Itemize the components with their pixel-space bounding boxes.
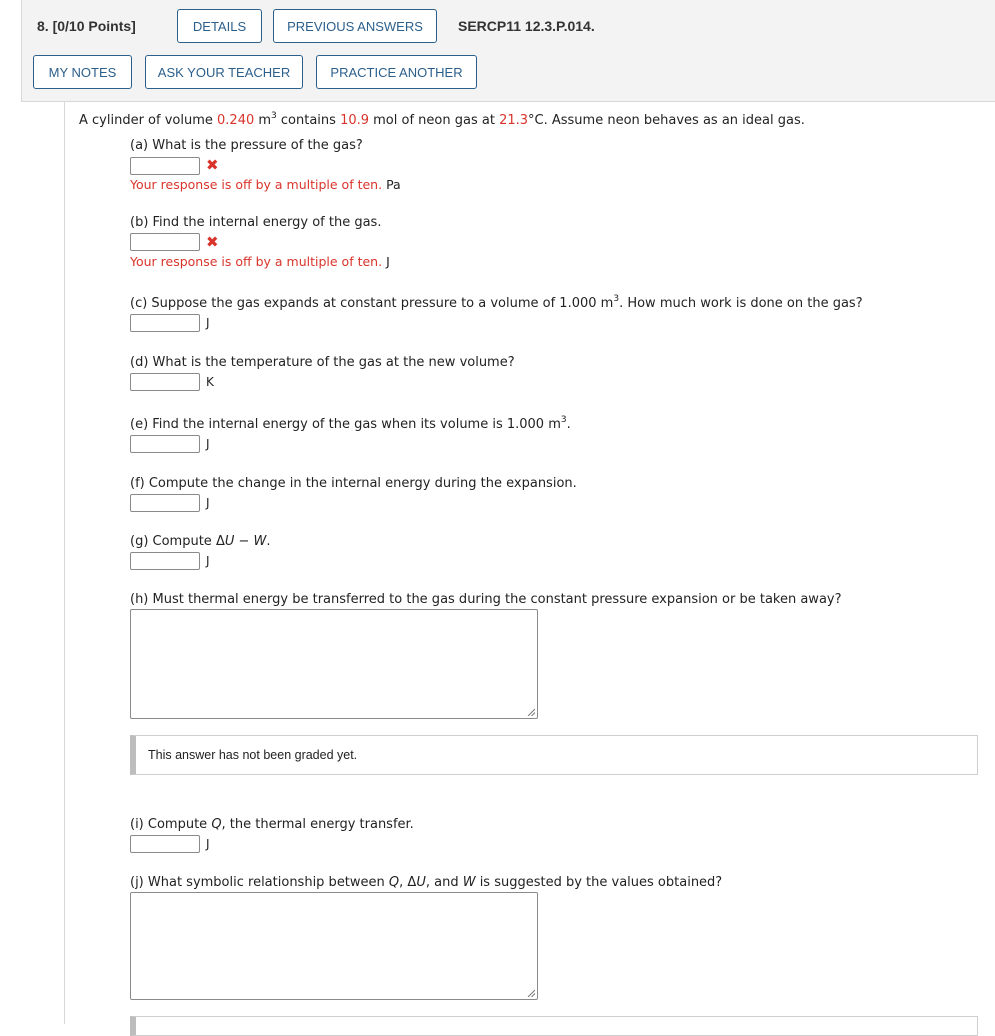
variable-u: U [416,875,426,890]
part-j-answer-textarea[interactable] [130,892,538,1000]
question-text: . How much work is done on the gas? [619,296,863,311]
x-mark-icon: ✖ [206,233,219,251]
question-text: (c) Suppose the gas expands at constant pressure to a volume of 1.000 m [130,296,614,311]
question-heading [37,18,136,34]
variable-q: Q [211,817,222,832]
variable-w: W [462,875,476,890]
part-c-unit: J [206,316,210,330]
part-a-unit: Pa [386,177,401,192]
feedback-text: Your response is off by a multiple of ten. [130,177,383,192]
part-g-unit: J [206,554,210,568]
question-points: [0/10 Points] [52,18,136,34]
part-d-unit: K [206,375,214,389]
intro-text: contains [276,113,341,128]
part-d-question: (d) What is the temperature of the gas at the new volume? [130,355,515,370]
grading-note-partial [130,1016,978,1036]
moles-value: 10.9 [340,113,370,128]
intro-text: m [254,113,272,128]
question-text: − [234,534,254,549]
temperature-value: 21.3 [499,113,529,128]
question-text: , and [425,875,463,890]
previous-answers-button[interactable]: PREVIOUS ANSWERS [273,9,437,43]
intro-text: mol of neon gas at [369,113,500,128]
part-b-feedback [130,254,390,269]
question-text: (e) Find the internal energy of the gas when its volume is 1.000 m [130,417,561,432]
ask-your-teacher-button[interactable]: ASK YOUR TEACHER [145,55,303,89]
volume-value: 0.240 [217,113,255,128]
exponent: 3 [560,415,567,425]
part-j-question [130,875,722,890]
practice-another-button[interactable]: PRACTICE ANOTHER [316,55,477,89]
question-text: , the thermal energy transfer. [221,817,414,832]
part-h-answer-textarea[interactable] [130,609,538,719]
grading-note: This answer has not been graded yet. [130,735,978,775]
part-c-question [130,296,863,311]
exponent: 3 [613,294,620,304]
part-i-unit: J [206,837,210,851]
exponent: 3 [271,111,277,121]
part-g-question [130,534,271,549]
problem-statement [79,113,805,128]
part-b-question: (b) Find the internal energy of the gas. [130,215,382,230]
question-text: (i) Compute [130,817,212,832]
part-h-question: (h) Must thermal energy be transferred to the gas during the constant pressure expansion or be taken away? [130,592,842,607]
question-text: . [266,534,271,549]
resize-grip-icon[interactable] [527,989,535,997]
intro-text: A cylinder of volume [79,113,218,128]
question-text: is suggested by the values obtained? [475,875,723,890]
part-a-answer-input[interactable] [130,157,200,175]
part-c-answer-input[interactable] [130,314,200,332]
part-b-answer-input[interactable] [130,233,200,251]
feedback-text: Your response is off by a multiple of ten. [130,254,383,269]
question-text: , Δ [399,875,417,890]
part-a-feedback [130,177,401,192]
question-number: 8. [37,18,49,34]
part-e-unit: J [206,437,210,451]
part-i-answer-input[interactable] [130,835,200,853]
part-f-answer-input[interactable] [130,494,200,512]
my-notes-button[interactable]: MY NOTES [33,55,132,89]
part-f-question: (f) Compute the change in the internal energy during the expansion. [130,476,577,491]
part-e-answer-input[interactable] [130,435,200,453]
intro-text: °C. Assume neon behaves as an ideal gas. [528,113,805,128]
question-text: (g) Compute Δ [130,534,225,549]
part-g-answer-input[interactable] [130,552,200,570]
question-text: (j) What symbolic relationship between [130,875,389,890]
part-f-unit: J [206,496,210,510]
details-button[interactable]: DETAILS [177,9,262,43]
question-text: . [566,417,571,432]
part-i-question [130,817,414,832]
part-e-question [130,417,571,432]
variable-u: U [224,534,235,549]
part-b-unit: J [386,254,390,269]
question-id: SERCP11 12.3.P.014. [458,18,595,34]
variable-w: W [253,534,267,549]
part-d-answer-input[interactable] [130,373,200,391]
resize-grip-icon[interactable] [527,708,535,716]
part-a-question: (a) What is the pressure of the gas? [130,138,363,153]
variable-q: Q [388,875,400,890]
x-mark-icon: ✖ [206,156,219,174]
